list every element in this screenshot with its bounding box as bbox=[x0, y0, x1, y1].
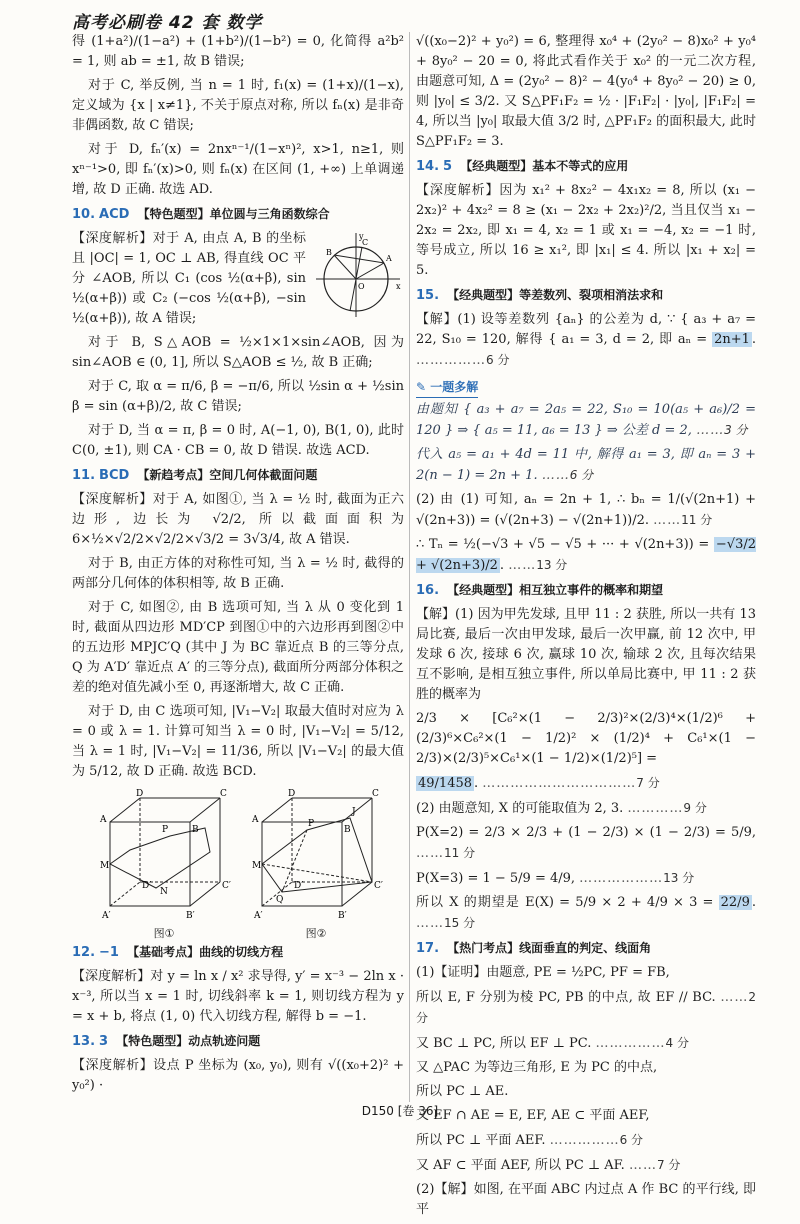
q17-row bbox=[416, 1058, 756, 1078]
column-divider bbox=[409, 32, 410, 1102]
q17-row-text: 所以 PC ⊥ 平面 AEF. bbox=[416, 1133, 546, 1148]
svg-text:D: D bbox=[288, 789, 296, 799]
q17-row-text: (2)【解】如图, 在平面 ABC 内过点 A 作 BC 的平行线, 即平 bbox=[416, 1182, 756, 1217]
q16-number: 16. bbox=[416, 583, 440, 598]
q17-row: 又 BC ⊥ PC, 所以 EF ⊥ PC. ……………4 分 bbox=[416, 1036, 689, 1051]
svg-text:A: A bbox=[252, 815, 259, 825]
svg-text:B′: B′ bbox=[186, 911, 195, 921]
q16-p2-points: 11 分 bbox=[444, 846, 476, 860]
q11-number: 11. bbox=[72, 468, 96, 483]
cube-figure-1 bbox=[100, 788, 230, 922]
q17-row-points: 6 分 bbox=[619, 1133, 644, 1147]
q14-heading bbox=[416, 156, 756, 177]
svg-text:B: B bbox=[344, 825, 351, 835]
q15-part1-answer: 2n+1 bbox=[714, 332, 750, 347]
figure-2-caption: 图② bbox=[305, 927, 327, 940]
q11-analysis-c: 对于 C, 如图②, 由 B 选项可知, 当 λ 从 0 变化到 1 时, 截面从四边形 MD′CP 到图①中的六边形再到图②中的五边形 MPJC′Q (其中 J 为 BC 靠近点 B 的三等分点, Q 为 A′D′ 靠近点 A′ 的三等分点), 截面所分两部分体积之差的绝对值先减小至 0, 再逐渐增大, 故 C 正确. bbox=[72, 600, 404, 695]
svg-text:A′: A′ bbox=[254, 911, 263, 921]
q15-part2-points: 11 分 bbox=[681, 513, 713, 527]
q17-row bbox=[416, 963, 756, 983]
cube-figure-2 bbox=[252, 788, 382, 922]
q13-heading bbox=[72, 1031, 404, 1052]
svg-text:A: A bbox=[100, 815, 107, 825]
q15-alt-line1-points: 3 分 bbox=[724, 423, 748, 437]
q14-number: 14. bbox=[416, 159, 440, 174]
q15-alt-line2-text: 代入 a₅ = a₁ + 4d = 11 中, 解得 a₁ = 3, 即 aₙ = 3 + 2(n − 1) = 2n + 1. bbox=[416, 447, 756, 483]
q12-heading bbox=[72, 942, 404, 963]
q16-p3-text: P(X=3) = 1 − 5/9 = 4/9, bbox=[416, 871, 576, 886]
q13-answer: 3 bbox=[99, 1034, 109, 1049]
q13-number: 13. bbox=[72, 1034, 96, 1049]
q15-part3-answer: −√3/2 + √(2n+3)/2 bbox=[416, 537, 756, 573]
svg-text:Q: Q bbox=[276, 895, 284, 905]
svg-text:M: M bbox=[252, 861, 262, 871]
svg-text:O: O bbox=[358, 282, 365, 291]
svg-text:D′: D′ bbox=[294, 881, 304, 891]
alt-solution-text: 一题多解 bbox=[430, 380, 479, 394]
q15-alt-line1: 由题知 { a₃ + a₇ = 2a₅ = 22, S₁₀ = 10(a₅ + a₆)/2 = 120 } ⇒ { a₅ = 11, a₆ = 13 } ⇒ 公差 d = 2, ……3 分 bbox=[416, 402, 756, 438]
q16-part1-formula: 2/3 × [C₆²×(1 − 2/3)²×(2/3)⁴×(1/2)⁶ + (2/3)⁶×C₆²×(1 − 1/2)² × (1/2)⁴ + C₆¹×(1 − 2/3)×(2/3)⁵×C₆¹×(1 − 1/2)×(1/2)⁵] = bbox=[416, 711, 756, 766]
cube-figures bbox=[72, 788, 404, 938]
q10-analysis-c: 对于 C, 取 α = π/6, β = −π/6, 所以 ½sin α + ½sin β = sin (α+β)/2, 故 C 错误; bbox=[72, 379, 404, 414]
q15-part2-text: (2) 由 (1) 可知, aₙ = 2n + 1, ∴ bₙ = 1/(√(2n+1) + √(2n+3)) = (√(2n+3) − √(2n+1))/2. bbox=[416, 492, 756, 528]
q17-row bbox=[416, 1180, 756, 1220]
q11-heading bbox=[72, 465, 404, 486]
q16-p2: P(X=2) = 2/3 × 2/3 + (1 − 2/3) × (1 − 2/3) = 5/9, ……11 分 bbox=[416, 825, 756, 861]
q10-analysis-d: 对于 D, 当 α = π, β = 0 时, A(−1, 0), B(1, 0), 此时 C(0, ±1), 则 CA · CB = 0, 故 D 错误. 故选 ACD. bbox=[72, 423, 404, 458]
q10-analysis-b: 对于 B, S△AOB = ½×1×1×sin∠AOB, 因为 sin∠AOB ∈ (0, 1], 所以 S△AOB ≤ ½, 故 B 正确; bbox=[72, 335, 404, 370]
q12-analysis: 【深度解析】对 y = ln x / x² 求导得, y′ = x⁻³ − 2ln x · x⁻³, 所以当 x = 1 时, 切线斜率 k = 1, 则切线方程为 y = x + b, 将点 (1, 0) 代入切线方程, 解得 b = −1. bbox=[72, 969, 404, 1024]
q16-part1-points: 7 分 bbox=[636, 776, 660, 790]
q15-part3: ∴ Tₙ = ½(−√3 + √5 − √5 + ··· + √(2n+3)) = −√3/2 + √(2n+3)/2 . ……13 分 bbox=[416, 537, 756, 573]
right-column bbox=[416, 32, 756, 1224]
q9-cont-d: 对于 D, fₙ′(x) = 2nxⁿ⁻¹/(1−xⁿ)², x>1, n≥1, 则 xⁿ⁻¹>0, 即 fₙ′(x)>0, 则 fₙ(x) 在区间 (1, +∞) 上单调递增, 故 D 正确. 故选 AD. bbox=[72, 142, 404, 197]
q13-analysis-start: 【深度解析】设点 P 坐标为 (x₀, y₀), 则有 √((x₀+2)² + y₀²) · bbox=[72, 1058, 404, 1093]
q15-number: 15. bbox=[416, 288, 440, 303]
svg-text:A′: A′ bbox=[102, 911, 111, 921]
q17-number: 17. bbox=[416, 941, 440, 956]
page-footer: D150 [卷 36] bbox=[361, 1104, 439, 1118]
page-header-title: 高考必刷卷 42 套 数学 bbox=[72, 13, 263, 33]
q15-alt-line1-text: 由题知 { a₃ + a₇ = 2a₅ = 22, S₁₀ = 10(a₅ + a₆)/2 = 120 } ⇒ { a₅ = 11, a₆ = 13 } ⇒ 公差 d = 2, bbox=[416, 402, 756, 438]
q15-part1-text: 【解】(1) 设等差数列 {aₙ} 的公差为 d, ∵ { a₃ + a₇ = 22, S₁₀ = 120, 解得 { a₁ = 3, d = 2, 即 aₙ = bbox=[416, 312, 756, 347]
q17-row-points: 4 分 bbox=[665, 1036, 689, 1050]
q11-tag: 【新趋考点】空间几何体截面问题 bbox=[137, 468, 318, 482]
q16-expectation-text: 所以 X 的期望是 E(X) = 5/9 × 2 + 4/9 × 3 = bbox=[416, 895, 714, 910]
q17-row-points: 2 分 bbox=[416, 990, 756, 1025]
svg-text:C′: C′ bbox=[222, 881, 231, 891]
q16-p3: P(X=3) = 1 − 5/9 = 4/9, ………………13 分 bbox=[416, 871, 695, 886]
svg-text:D′: D′ bbox=[142, 881, 152, 891]
q16-expectation-answer: 22/9 bbox=[720, 895, 750, 910]
q17-row-text: (1)【证明】由题意, PE = ½PC, PF = FB, bbox=[416, 965, 670, 980]
svg-text:B′: B′ bbox=[338, 911, 347, 921]
svg-text:C: C bbox=[220, 789, 227, 799]
q16-expectation-points: 15 分 bbox=[444, 916, 476, 930]
q11-answer: BCD bbox=[99, 468, 130, 483]
q13-tag: 【特色题型】动点轨迹问题 bbox=[116, 1034, 261, 1048]
q13-analysis-cont: √((x₀−2)² + y₀²) = 6, 整理得 x₀⁴ + (2y₀² − 8)x₀² + y₀⁴ + 8y₀² − 20 = 0, 将此式看作关于 x₀² 的一元二次方程, 由题意可知, Δ = (2y₀² − 8)² − 4(y₀⁴ + 8y₀² − 20) ≥ 0, 则 |y₀| ≤ 3/2. 又 S△PF₁F₂ = ½ · |F₁F₂| · |y₀|, |F₁F₂| = 4, 所以当 |y₀| 取最大值 3/2 时, △PF₁F₂ 的面积最大, 此时 S△PF₁F₂ = 3. bbox=[416, 34, 756, 149]
q15-alt-line2-points: 6 分 bbox=[569, 468, 594, 482]
q17-row-text: 又 △PAC 为等边三角形, E 为 PC 的中点, bbox=[416, 1060, 658, 1075]
q10-answer: ACD bbox=[99, 207, 130, 222]
q16-part1: 【解】(1) 因为甲先发球, 且甲 11 : 2 获胜, 所以一共有 13 局比赛, 最后一次由甲发球, 最后一次甲赢, 前 12 次中, 甲发球 6 次, 接球 6 次, 赢球 10 次, 输球 2 次, 且每次结果互不影响, 是相互独立事件, 所以单局比赛中, 甲 11 : 2 获胜的概率为 bbox=[416, 607, 756, 702]
q14-analysis: 【深度解析】因为 x₁² + 8x₂² − 4x₁x₂ = 8, 所以 (x₁ − 2x₂)² + 4x₂² = 8 ≥ (x₁ − 2x₂ + 2x₂)²/2, 当且仅当 x₁ − 2x₂ = 2x₂, 即 x₁ = 4, x₂ = 1 或 x₁ = −4, x₂ = −1 时, 等号成立, 所以 16 ≥ x₁², 即 |x₁| ≤ 4. 所以 |x₁ + x₂| = 5. bbox=[416, 183, 756, 278]
svg-text:D: D bbox=[136, 789, 144, 799]
q15-alt-line2: 代入 a₅ = a₁ + 4d = 11 中, 解得 a₁ = 3, 即 aₙ = 3 + 2(n − 1) = 2n + 1. ……6 分 bbox=[416, 447, 756, 483]
q17-row: 所以 PC ⊥ 平面 AEF. ……………6 分 bbox=[416, 1133, 644, 1148]
q15-part1-points: 6 分 bbox=[486, 353, 510, 367]
q14-tag: 【经典题型】基本不等式的应用 bbox=[460, 159, 629, 173]
left-column bbox=[72, 32, 404, 1100]
q17-row-text: 所以 E, F 分别为棱 PC, PB 的中点, 故 EF // BC. bbox=[416, 990, 716, 1005]
q11-analysis-d: 对于 D, 由 C 选项可知, |V₁−V₂| 取最大值时对应为 λ = 0 或 λ = 1. 计算可知当 λ = 0 时, |V₁−V₂| = 5/12, 当 λ = 1 时, |V₁−V₂| = 11/36, 所以 |V₁−V₂| 的最大值为 5/12, 故 D 正确. 故选 BCD. bbox=[72, 704, 404, 779]
svg-text:x: x bbox=[396, 282, 401, 291]
svg-text:A: A bbox=[386, 254, 392, 263]
svg-text:B: B bbox=[326, 248, 332, 257]
q17-row-text: 又 BC ⊥ PC, 所以 EF ⊥ PC. bbox=[416, 1036, 592, 1051]
q16-part2-text: (2) 由题意知, X 的可能取值为 2, 3. bbox=[416, 801, 624, 816]
q17-row-text: 又 EF ∩ AE = E, EF, AE ⊂ 平面 AEF, bbox=[416, 1108, 650, 1123]
q16-part1-result: 49/1458 . ……………………………7 分 bbox=[418, 776, 660, 791]
q10-number: 10. bbox=[72, 207, 96, 222]
unit-circle-figure bbox=[312, 229, 404, 321]
svg-text:P: P bbox=[162, 825, 169, 835]
svg-text:M: M bbox=[100, 861, 110, 871]
svg-text:y: y bbox=[359, 232, 364, 241]
q10-analysis-a: 【深度解析】对于 A, 由点 A, B 的坐标且 |OC| = 1, OC ⊥ AB, 得直线 OC 平分 ∠AOB, 所以 C₁ (cos ½(α+β), sin ½(α+β)) 或 C₂ (−cos ½(α+β), −sin ½(α+β)), 故 A 错误; bbox=[72, 231, 306, 326]
svg-text:C: C bbox=[362, 238, 369, 247]
q9-cont-c: 对于 C, 举反例, 当 n = 1 时, f₁(x) = (1+x)/(1−x), 定义域为 {x | x≠1}, 不关于原点对称, 所以 fₙ(x) 是非奇非偶函数, 故 C 错误; bbox=[72, 78, 404, 133]
svg-text:C: C bbox=[372, 789, 379, 799]
q15-heading bbox=[416, 285, 756, 306]
q15-part3-text: ∴ Tₙ = ½(−√3 + √5 − √5 + ··· + √(2n+3)) = bbox=[416, 537, 710, 552]
q17-row-text: 又 AF ⊂ 平面 AEF, 所以 PC ⊥ AF. bbox=[416, 1158, 625, 1173]
svg-text:B: B bbox=[192, 825, 199, 835]
q17-row: 所以 E, F 分别为棱 PC, PB 的中点, 故 EF // BC. ……2 分 bbox=[416, 990, 756, 1025]
q16-part2: (2) 由题意知, X 的可能取值为 2, 3. …………9 分 bbox=[416, 801, 707, 816]
q16-part1-answer: 49/1458 bbox=[418, 776, 473, 791]
figure-1-caption: 图① bbox=[153, 927, 175, 940]
q12-number: 12. bbox=[72, 945, 96, 960]
alt-solution-label: ✎ 一题多解 bbox=[416, 377, 478, 398]
q16-p2-text: P(X=2) = 2/3 × 2/3 + (1 − 2/3) × (1 − 2/3) = 5/9, bbox=[416, 825, 756, 840]
q12-tag: 【基础考点】曲线的切线方程 bbox=[127, 945, 284, 959]
q10-heading bbox=[72, 204, 404, 225]
svg-text:C′: C′ bbox=[374, 881, 383, 891]
q17-row-points: 7 分 bbox=[656, 1158, 681, 1172]
q15-part2: (2) 由 (1) 可知, aₙ = 2n + 1, ∴ bₙ = 1/(√(2n+1) + √(2n+3)) = (√(2n+3) − √(2n+1))/2. ……11 分 bbox=[416, 492, 756, 528]
q11-analysis-a: 【深度解析】对于 A, 如图①, 当 λ = ½ 时, 截面为正六边形, 边长为 √2/2, 所以截面面积为 6×½×√2/2×√2/2×√3/2 = 3√3/4, 故 A 错误. bbox=[72, 492, 404, 547]
svg-text:N: N bbox=[160, 887, 168, 897]
q15-tag: 【经典题型】等差数列、裂项相消法求和 bbox=[447, 288, 664, 302]
q17-tag: 【热门考点】线面垂直的判定、线面角 bbox=[447, 941, 652, 955]
svg-text:P: P bbox=[308, 819, 315, 829]
q16-expectation: 所以 X 的期望是 E(X) = 5/9 × 2 + 4/9 × 3 = 22/9 . ……15 分 bbox=[416, 895, 756, 931]
q17-heading bbox=[416, 938, 756, 959]
q16-tag: 【经典题型】相互独立事件的概率和期望 bbox=[447, 583, 664, 597]
q15-part1: 【解】(1) 设等差数列 {aₙ} 的公差为 d, ∵ { a₃ + a₇ = 22, S₁₀ = 120, 解得 { a₁ = 3, d = 2, 即 aₙ = 2n+1 . ……………6 分 bbox=[416, 312, 757, 368]
svg-text:J: J bbox=[352, 807, 356, 817]
q15-part3-points: 13 分 bbox=[536, 558, 568, 572]
q9-cont-b: 得 (1+a²)/(1−a²) + (1+b²)/(1−b²) = 0, 化简得 a²b² = 1, 则 ab = ±1, 故 B 错误; bbox=[72, 34, 404, 69]
q16-heading bbox=[416, 580, 756, 601]
q17-row bbox=[416, 1082, 756, 1102]
q17-row: 又 AF ⊂ 平面 AEF, 所以 PC ⊥ AF. ……7 分 bbox=[416, 1158, 681, 1173]
q14-answer: 5 bbox=[443, 159, 453, 174]
q17-row-text: 所以 PC ⊥ AE. bbox=[416, 1084, 509, 1099]
q10-tag: 【特色题型】单位圆与三角函数综合 bbox=[137, 207, 330, 221]
q17-rows bbox=[416, 963, 756, 1220]
q16-p3-points: 13 分 bbox=[663, 871, 695, 885]
q16-part2-points: 9 分 bbox=[683, 801, 707, 815]
q12-answer: −1 bbox=[99, 945, 119, 960]
q11-analysis-b: 对于 B, 由正方体的对称性可知, 当 λ = ½ 时, 截得的两部分几何体的体积相等, 故 B 正确. bbox=[72, 556, 404, 591]
